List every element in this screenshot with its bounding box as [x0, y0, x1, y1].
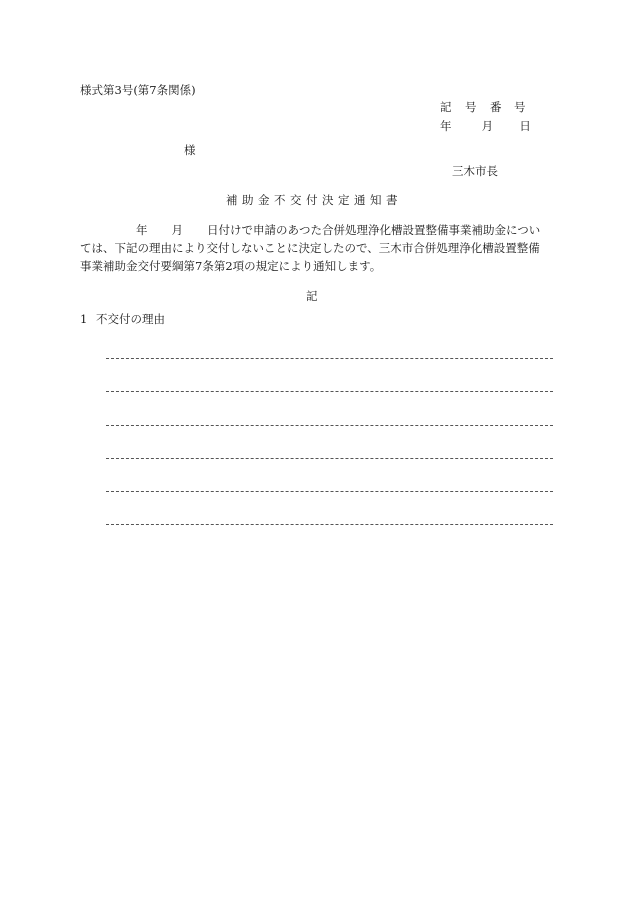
reason-dotted-line [106, 425, 553, 426]
reason-dotted-line [106, 524, 553, 525]
reason-dotted-line [106, 358, 553, 359]
section-label: 不交付の理由 [96, 312, 165, 326]
addressee-suffix: 様 [184, 143, 196, 157]
section-heading [80, 312, 165, 326]
ki-heading: 記 [306, 289, 318, 303]
reference-number-label [440, 100, 526, 114]
reference-char: 号 [514, 100, 526, 114]
body-line1-text: 日付けで申請のあつた合併処理浄化槽設置整備事業補助金につい [207, 223, 541, 237]
form-number: 様式第3号(第7条関係) [80, 83, 196, 97]
body-line: 事業補助金交付要綱第7条第2項の規定により通知します。 [80, 259, 382, 273]
body-month: 月 [171, 223, 183, 237]
body-line [80, 221, 555, 239]
reason-dotted-line [106, 391, 553, 392]
reference-char: 番 [490, 100, 502, 114]
date-year: 年 [440, 119, 452, 133]
date-line [440, 119, 531, 133]
reference-char: 記 [440, 100, 452, 114]
issuer-name: 三木市長 [452, 164, 498, 178]
body-line: ては、下記の理由により交付しないことに決定したので、三木市合併処理浄化槽設置整備 [80, 241, 540, 255]
date-day: 日 [519, 119, 531, 133]
body-paragraph [80, 221, 555, 275]
reason-dotted-line [106, 458, 553, 459]
reference-char: 号 [465, 100, 477, 114]
reason-dotted-line [106, 491, 553, 492]
body-year: 年 [136, 223, 148, 237]
document-title: 補助金不交付決定通知書 [226, 193, 402, 207]
section-number: 1 [80, 312, 88, 326]
date-month: 月 [481, 119, 494, 133]
